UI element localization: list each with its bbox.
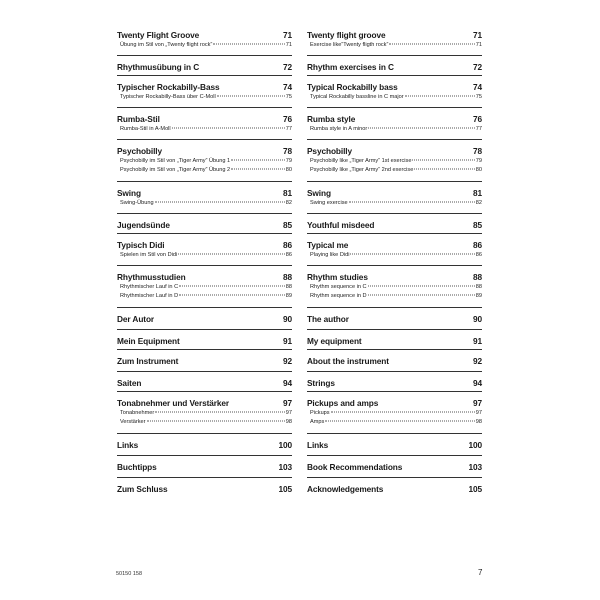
toc-subentry [117, 199, 292, 208]
toc-heading [307, 440, 482, 451]
toc-entry [117, 220, 292, 231]
toc-subentry-page: 88 [285, 284, 292, 290]
toc-heading-page: 71 [282, 30, 292, 40]
toc-entry [307, 62, 482, 73]
toc-subentry [307, 41, 482, 50]
dot-leader [213, 44, 284, 45]
toc-subentry-title: Psychobilly im Stil von „Tiger Army“ Übung 2 [120, 167, 231, 173]
toc-subentry-title: Typical Rockabilly bassline in C major [310, 94, 404, 100]
toc-subentry-page: 80 [475, 167, 482, 173]
toc-subentry [307, 157, 482, 166]
toc-subentry [307, 292, 482, 301]
section-divider [307, 233, 482, 234]
toc-entry [307, 378, 482, 389]
dot-leader [350, 254, 474, 255]
section-divider [307, 455, 482, 456]
section-divider [117, 455, 292, 456]
toc-subentry-title: Spielen im Stil von Didi [120, 252, 178, 258]
dot-leader [217, 96, 285, 97]
section-divider [117, 349, 292, 350]
toc-heading-title: Zum Instrument [117, 356, 179, 366]
toc-subentry [307, 125, 482, 134]
toc-heading-page: 90 [472, 314, 482, 324]
dot-leader [147, 421, 285, 422]
toc-heading-title: Swing [117, 188, 141, 198]
toc-heading-page: 71 [472, 30, 482, 40]
section-divider [117, 307, 292, 308]
toc-subentry [307, 251, 482, 260]
toc-heading [117, 188, 292, 199]
toc-heading [117, 356, 292, 367]
toc-heading-page: 105 [278, 484, 292, 494]
toc-heading-page: 85 [472, 220, 482, 230]
section-divider [307, 107, 482, 108]
toc-subentry [117, 292, 292, 301]
toc-subentry-title: Rumba style in A minor [310, 126, 368, 132]
toc-heading-page: 78 [282, 146, 292, 156]
section-divider [117, 75, 292, 76]
dot-leader [231, 169, 285, 170]
toc-subentry-page: 71 [475, 42, 482, 48]
toc-subentry-title: Psychobilly im Stil von „Tiger Army“ Übung 1 [120, 158, 231, 164]
toc-heading-page: 92 [472, 356, 482, 366]
toc-subentry [117, 166, 292, 175]
dot-leader [331, 412, 475, 413]
toc-heading-title: The author [307, 314, 349, 324]
toc-subentry-title: Psychobilly like „Tiger Army“ 1st exercise [310, 158, 412, 164]
toc-heading [117, 378, 292, 389]
toc-entry [307, 440, 482, 451]
toc-heading [117, 62, 292, 73]
toc-entry [307, 82, 482, 102]
toc-subentry [307, 409, 482, 418]
section-divider [117, 477, 292, 478]
section-divider [307, 139, 482, 140]
section-divider [117, 55, 292, 56]
toc-heading-title: Rhythmusübung in C [117, 62, 200, 72]
toc-subentry-page: 75 [475, 94, 482, 100]
toc-subentry-title: Pickups [310, 410, 330, 416]
toc-subentry-title: Exercise like“Twenty fligth rock” [310, 42, 389, 48]
section-divider [117, 233, 292, 234]
toc-heading-page: 103 [278, 462, 292, 472]
dot-leader [412, 160, 474, 161]
dot-leader [325, 421, 474, 422]
toc-heading [117, 314, 292, 325]
section-divider [117, 139, 292, 140]
toc-heading-title: Psychobilly [307, 146, 353, 156]
toc-heading-page: 94 [472, 378, 482, 388]
toc-subentry-title: Playing like Didi [310, 252, 350, 258]
toc-heading-page: 105 [468, 484, 482, 494]
toc-heading [307, 146, 482, 157]
toc-heading-title: Youthful misdeed [307, 220, 375, 230]
toc-heading-title: Swing [307, 188, 331, 198]
toc-heading-title: Typischer Rockabilly-Bass [117, 82, 220, 92]
toc-entry [117, 398, 292, 427]
toc-subentry [117, 125, 292, 134]
section-divider [307, 391, 482, 392]
toc-heading [117, 272, 292, 283]
toc-heading-page: 78 [472, 146, 482, 156]
toc-heading-page: 92 [282, 356, 292, 366]
toc-heading [307, 62, 482, 73]
toc-heading-title: Jugendsünde [117, 220, 170, 230]
toc-heading-page: 86 [472, 240, 482, 250]
toc-heading-title: Zum Schluss [117, 484, 168, 494]
section-divider [117, 181, 292, 182]
toc-entry [117, 146, 292, 175]
toc-heading-page: 81 [472, 188, 482, 198]
toc-subentry-page: 98 [475, 419, 482, 425]
toc-subentry-title: Psychobilly like „Tiger Army“ 2nd exercise [310, 167, 414, 173]
toc-heading [307, 314, 482, 325]
toc-subentry-page: 89 [475, 293, 482, 299]
toc-subentry [307, 93, 482, 102]
catalog-code: 50150 158 [116, 571, 142, 577]
toc-heading [117, 146, 292, 157]
toc-entry [307, 398, 482, 427]
toc-subentry-page: 88 [475, 284, 482, 290]
toc-heading-title: About the instrument [307, 356, 389, 366]
toc-heading-title: Typical me [307, 240, 349, 250]
section-divider [117, 433, 292, 434]
dot-leader [172, 128, 285, 129]
toc-heading-page: 103 [468, 462, 482, 472]
toc-heading-page: 97 [472, 398, 482, 408]
toc-heading-title: Links [117, 440, 139, 450]
toc-heading-title: Links [307, 440, 329, 450]
toc-subentry [117, 409, 292, 418]
toc-subentry-page: 77 [475, 126, 482, 132]
toc-subentry-page: 98 [285, 419, 292, 425]
toc-heading-page: 100 [468, 440, 482, 450]
toc-entry [307, 462, 482, 473]
toc-heading [307, 398, 482, 409]
toc-entry [117, 114, 292, 134]
toc-heading-page: 74 [282, 82, 292, 92]
toc-subentry-title: Rhythm sequence in C [310, 284, 367, 290]
dot-leader [231, 160, 285, 161]
toc-heading [307, 82, 482, 93]
toc-subentry-page: 75 [285, 94, 292, 100]
toc-entry [117, 314, 292, 325]
toc-subentry-title: Rhythmischer Lauf in D [120, 293, 179, 299]
toc-entry [307, 30, 482, 50]
section-divider [307, 433, 482, 434]
toc-heading [117, 114, 292, 125]
toc-heading-title: Mein Equipment [117, 336, 180, 346]
toc-heading [307, 30, 482, 41]
toc-heading-title: Psychobilly [117, 146, 163, 156]
toc-subentry [117, 93, 292, 102]
toc-entry [117, 82, 292, 102]
toc-heading-page: 88 [472, 272, 482, 282]
toc-subentry-page: 79 [285, 158, 292, 164]
toc-subentry [117, 251, 292, 260]
toc-entry [307, 146, 482, 175]
section-divider [307, 307, 482, 308]
toc-heading-title: Twenty flight groove [307, 30, 386, 40]
toc-heading [307, 356, 482, 367]
toc-heading-title: Rhythmusstudien [117, 272, 186, 282]
toc-heading [117, 336, 292, 347]
dot-leader [414, 169, 474, 170]
toc-heading-title: Rumba style [307, 114, 356, 124]
dot-leader [368, 286, 475, 287]
toc-heading-page: 72 [472, 62, 482, 72]
toc-entry [307, 114, 482, 134]
toc-entry [307, 356, 482, 367]
section-divider [307, 265, 482, 266]
toc-heading [307, 220, 482, 231]
toc-heading-title: Typisch Didi [117, 240, 165, 250]
toc-heading-page: 86 [282, 240, 292, 250]
toc-subentry-page: 97 [285, 410, 292, 416]
dot-leader [389, 44, 474, 45]
toc-heading-page: 91 [472, 336, 482, 346]
toc-heading [307, 336, 482, 347]
dot-leader [368, 128, 475, 129]
toc-entry [307, 220, 482, 231]
toc-heading-page: 72 [282, 62, 292, 72]
toc-subentry-title: Tonabnehmer [120, 410, 155, 416]
toc-subentry [117, 283, 292, 292]
section-divider [117, 371, 292, 372]
toc-subentry [307, 283, 482, 292]
toc-heading-title: Rumba-Stil [117, 114, 160, 124]
dot-leader [349, 202, 475, 203]
toc-heading [307, 188, 482, 199]
toc-heading-title: Strings [307, 378, 335, 388]
toc-entry [117, 272, 292, 301]
toc-subentry-title: Rhythm sequence in D [310, 293, 367, 299]
toc-subentry-title: Rumba-Stil in A-Moll [120, 126, 171, 132]
dot-leader [368, 295, 475, 296]
toc-heading-title: Tonabnehmer und Verstärker [117, 398, 230, 408]
toc-subentry-page: 97 [475, 410, 482, 416]
page-number: 7 [478, 568, 483, 577]
toc-subentry-page: 71 [285, 42, 292, 48]
toc-subentry [307, 166, 482, 175]
dot-leader [179, 295, 285, 296]
toc-heading-title: Typical Rockabilly bass [307, 82, 398, 92]
toc-subentry-page: 89 [285, 293, 292, 299]
toc-heading-page: 76 [472, 114, 482, 124]
toc-entry [307, 188, 482, 208]
toc-entry [307, 484, 482, 495]
toc-heading [117, 462, 292, 473]
toc-heading [307, 240, 482, 251]
dot-leader [405, 96, 475, 97]
toc-subentry-title: Swing exercise [310, 200, 348, 206]
toc-heading [307, 272, 482, 283]
section-divider [307, 371, 482, 372]
toc-subentry-page: 86 [475, 252, 482, 258]
toc-heading-title: Book Recommendations [307, 462, 403, 472]
section-divider [117, 265, 292, 266]
toc-subentry [307, 199, 482, 208]
toc-heading [117, 240, 292, 251]
toc-subentry-title: Verstärker [120, 419, 146, 425]
toc-entry [307, 272, 482, 301]
toc-subentry [117, 157, 292, 166]
toc-entry [117, 440, 292, 451]
toc-subentry-page: 77 [285, 126, 292, 132]
toc-heading-title: Rhythm exercises in C [307, 62, 394, 72]
toc-entry [117, 356, 292, 367]
dot-leader [155, 202, 285, 203]
toc-entry [117, 240, 292, 260]
toc-heading [117, 440, 292, 451]
toc-heading-title: Der Autor [117, 314, 155, 324]
toc-heading [117, 220, 292, 231]
section-divider [117, 107, 292, 108]
toc-heading [117, 30, 292, 41]
toc-entry [117, 188, 292, 208]
section-divider [117, 391, 292, 392]
toc-entry [117, 462, 292, 473]
toc-subentry [307, 418, 482, 427]
section-divider [307, 349, 482, 350]
toc-subentry-page: 80 [285, 167, 292, 173]
toc-subentry-title: Rhythmischer Lauf in C [120, 284, 179, 290]
toc-heading [307, 462, 482, 473]
toc-heading-page: 90 [282, 314, 292, 324]
toc-entry [117, 62, 292, 73]
toc-subentry-page: 86 [285, 252, 292, 258]
toc-subentry-title: Typischer Rockabilly-Bass über C-Moll [120, 94, 216, 100]
section-divider [117, 213, 292, 214]
toc-heading-page: 91 [282, 336, 292, 346]
toc-subentry-page: 82 [475, 200, 482, 206]
toc-heading-page: 76 [282, 114, 292, 124]
toc-heading-page: 97 [282, 398, 292, 408]
section-divider [307, 75, 482, 76]
section-divider [117, 329, 292, 330]
toc-subentry [117, 418, 292, 427]
section-divider [307, 477, 482, 478]
toc-heading [117, 82, 292, 93]
toc-heading-page: 85 [282, 220, 292, 230]
toc-heading-title: Buchtipps [117, 462, 157, 472]
toc-heading-page: 81 [282, 188, 292, 198]
toc-subentry-page: 82 [285, 200, 292, 206]
toc-subentry-page: 79 [475, 158, 482, 164]
toc-subentry [117, 41, 292, 50]
toc-subentry-title: Übung im Stil von „Twenty flight rock“ [120, 42, 213, 48]
toc-heading-title: Saiten [117, 378, 142, 388]
section-divider [307, 181, 482, 182]
toc-heading-page: 74 [472, 82, 482, 92]
toc-heading-title: Rhythm studies [307, 272, 368, 282]
section-divider [307, 329, 482, 330]
toc-entry [307, 314, 482, 325]
toc-heading [307, 484, 482, 495]
dot-leader [155, 412, 285, 413]
toc-heading [117, 398, 292, 409]
toc-entry [117, 484, 292, 495]
toc-heading-page: 94 [282, 378, 292, 388]
toc-heading-title: My equipment [307, 336, 362, 346]
toc-heading [117, 484, 292, 495]
toc-heading-title: Acknowledgements [307, 484, 384, 494]
toc-entry [307, 240, 482, 260]
section-divider [307, 213, 482, 214]
toc-heading-title: Pickups and amps [307, 398, 379, 408]
toc-entry [307, 336, 482, 347]
section-divider [307, 55, 482, 56]
toc-entry [117, 378, 292, 389]
toc-subentry-title: Swing-Übung [120, 200, 154, 206]
dot-leader [178, 254, 285, 255]
toc-heading-title: Twenty Flight Groove [117, 30, 200, 40]
toc-heading-page: 88 [282, 272, 292, 282]
toc-heading-page: 100 [278, 440, 292, 450]
toc-subentry-title: Amps [310, 419, 325, 425]
toc-entry [117, 30, 292, 50]
toc-heading [307, 114, 482, 125]
toc-entry [117, 336, 292, 347]
toc-heading [307, 378, 482, 389]
dot-leader [179, 286, 285, 287]
